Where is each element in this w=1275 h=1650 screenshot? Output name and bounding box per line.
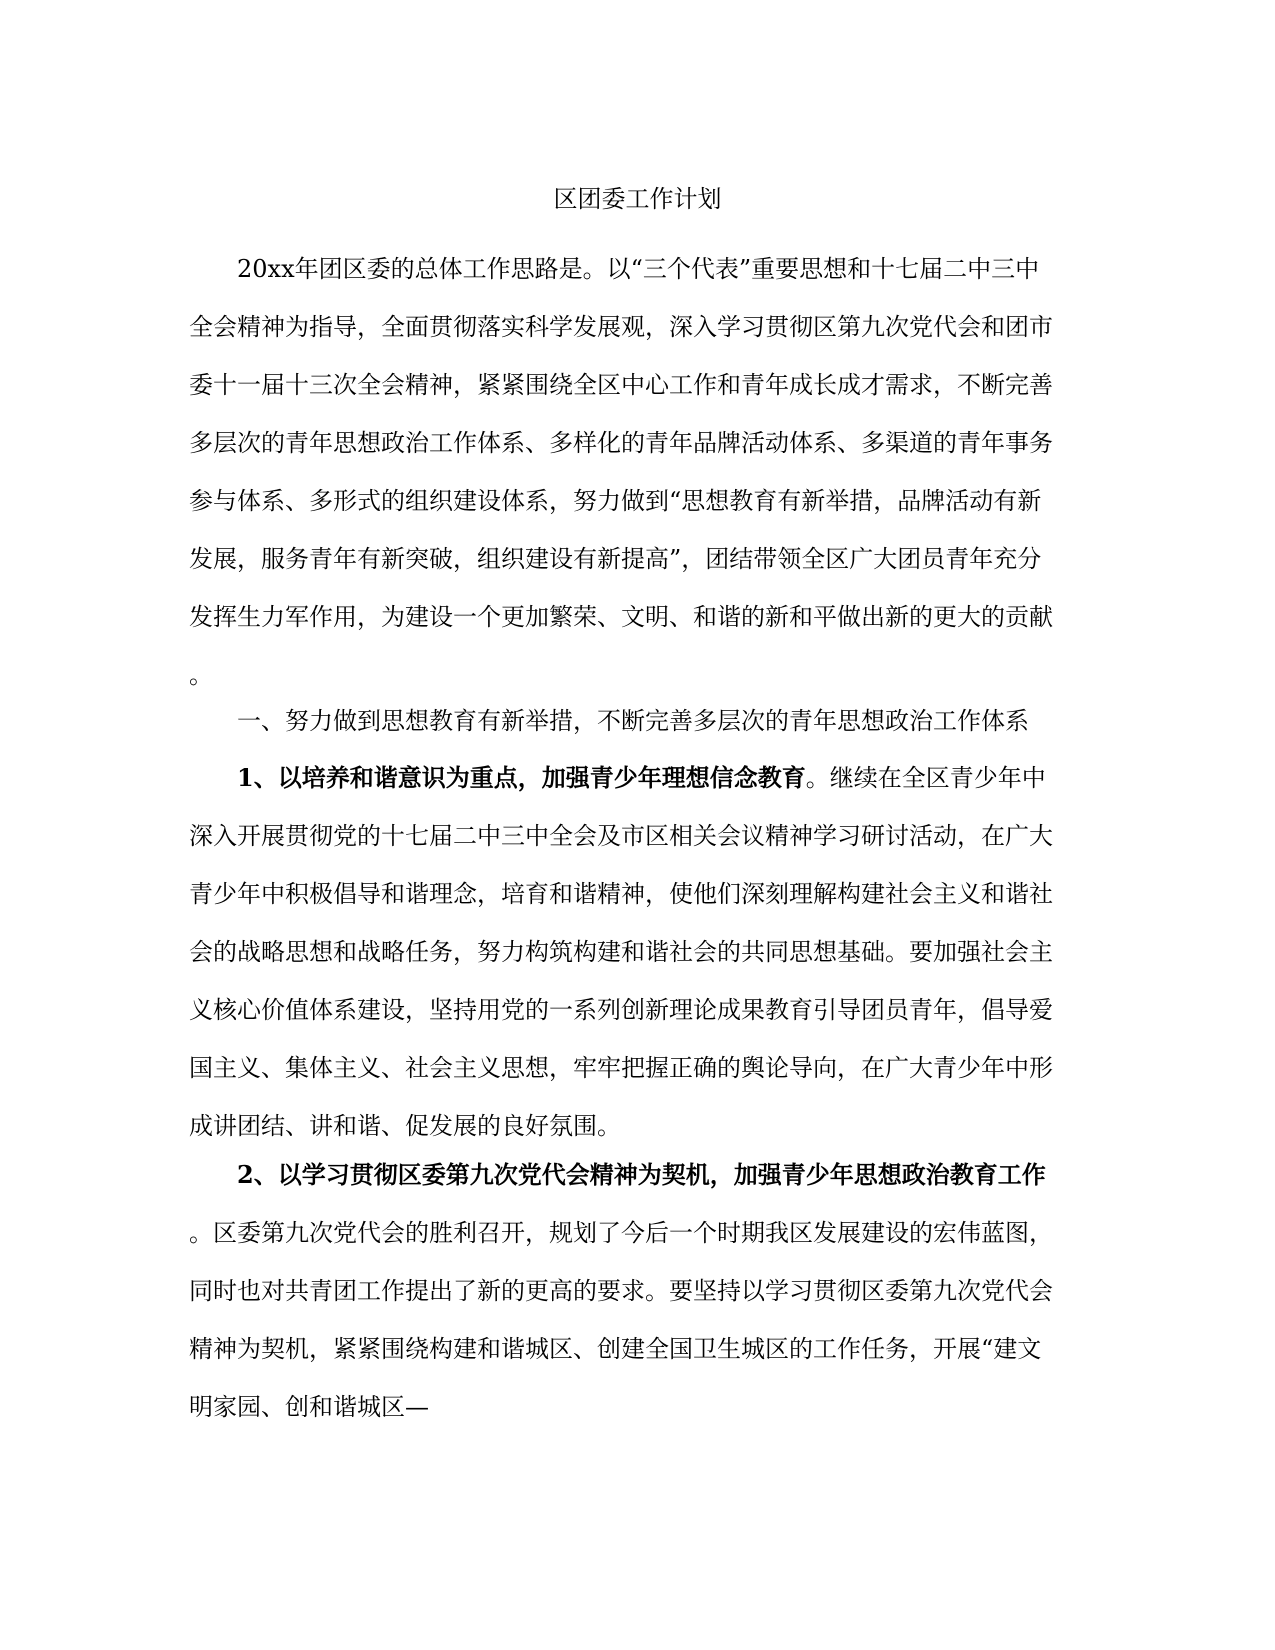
paragraph-line: 委十一届十三次全会精神，紧紧围绕全区中心工作和青年成长成才需求，不断完善	[189, 371, 1053, 399]
item-1-paragraph	[189, 749, 1053, 1155]
paragraph-line: 义核心价值体系建设，坚持用党的一系列创新理论成果教育引导团员青年，倡导爱	[189, 996, 1053, 1024]
paragraph-line: 多层次的青年思想政治工作体系、多样化的青年品牌活动体系、多渠道的青年事务	[189, 429, 1053, 457]
item-1-heading: 1、以培养和谐意识为重点，加强青少年理想信念教育	[237, 763, 806, 792]
item-1-first-line-rest: 。继续在全区青少年中	[805, 764, 1046, 792]
paragraph-line: 国主义、集体主义、社会主义思想，牢牢把握正确的舆论导向，在广大青少年中形	[189, 1054, 1053, 1082]
intro-paragraph	[189, 240, 1053, 704]
paragraph-line: 明家园、创和谐城区—	[189, 1393, 429, 1421]
item-1-first-line	[189, 749, 1053, 807]
section-heading-text: 一、努力做到思想教育有新举措，不断完善多层次的青年思想政治工作体系	[237, 707, 1029, 735]
paragraph-line: 20xx年团区委的总体工作思路是。以“三个代表”重要思想和十七届二中三中	[237, 255, 1040, 283]
paragraph-line: 发展，服务青年有新突破，组织建设有新提高”，团结带领全区广大团员青年充分	[189, 545, 1042, 573]
paragraph-line: 深入开展贯彻党的十七届二中三中全会及市区相关会议精神学习研讨活动，在广大	[189, 822, 1053, 850]
paragraph-line: 。	[189, 661, 213, 689]
item-2-paragraph	[189, 1146, 1053, 1436]
paragraph-line: 。区委第九次党代会的胜利召开，规划了今后一个时期我区发展建设的宏伟蓝图，	[189, 1219, 1053, 1247]
paragraph-line: 参与体系、多形式的组织建设体系，努力做到“思想教育有新举措，品牌活动有新	[189, 487, 1042, 515]
paragraph-line: 精神为契机，紧紧围绕构建和谐城区、创建全国卫生城区的工作任务，开展“建文	[189, 1335, 1042, 1363]
item-2-heading: 2、以学习贯彻区委第九次党代会精神为契机，加强青少年思想政治教育工作	[237, 1160, 1046, 1189]
paragraph-line: 全会精神为指导，全面贯彻落实科学发展观，深入学习贯彻区第九次党代会和团市	[189, 313, 1053, 341]
paragraph-line: 会的战略思想和战略任务，努力构筑构建和谐社会的共同思想基础。要加强社会主	[189, 938, 1053, 966]
document-title: 区团委工作计划	[553, 185, 722, 213]
paragraph-line: 成讲团结、讲和谐、促发展的良好氛围。	[189, 1112, 621, 1140]
section-heading	[189, 692, 1029, 750]
paragraph-line: 发挥生力军作用，为建设一个更加繁荣、文明、和谐的新和平做出新的更大的贡献	[189, 603, 1053, 631]
paragraph-line: 青少年中积极倡导和谐理念，培育和谐精神，使他们深刻理解构建社会主义和谐社	[189, 880, 1053, 908]
paragraph-line: 同时也对共青团工作提出了新的更高的要求。要坚持以学习贯彻区委第九次党代会	[189, 1277, 1053, 1305]
